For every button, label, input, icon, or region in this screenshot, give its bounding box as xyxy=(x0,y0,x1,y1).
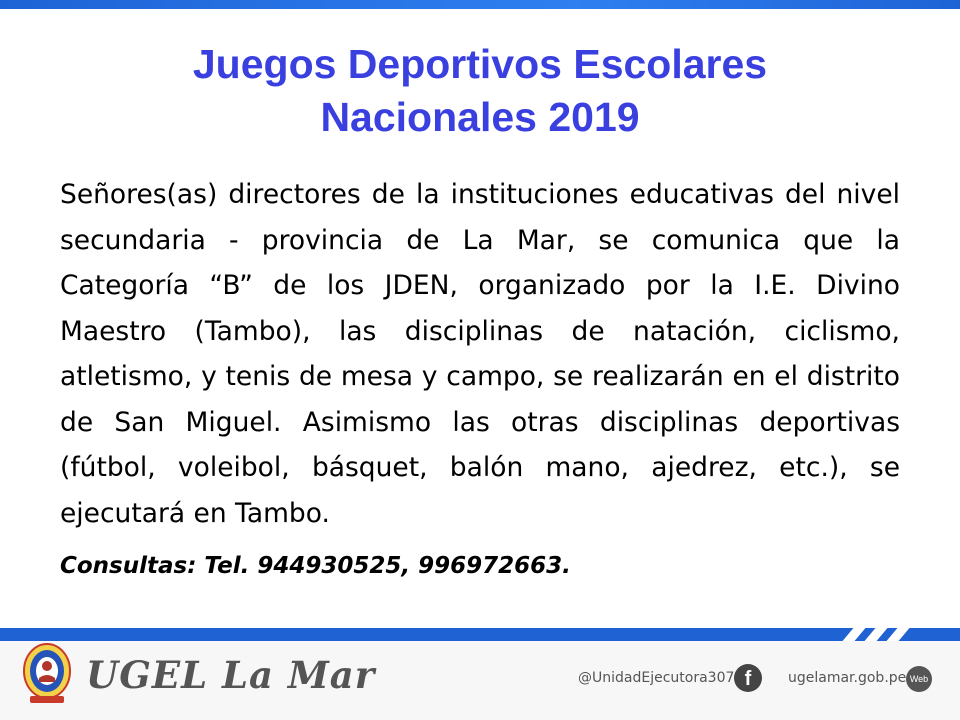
website-link[interactable]: ugelamar.gob.pe xyxy=(788,670,907,686)
contact-phones: Consultas: Tel. 944930525, 996972663. xyxy=(60,553,571,579)
title-line-2: Nacionales 2019 xyxy=(320,94,640,140)
social-handle[interactable]: @UnidadEjecutora307 xyxy=(578,670,735,686)
ugel-seal-icon xyxy=(22,642,72,706)
title-line-1: Juegos Deportivos Escolares xyxy=(192,41,768,87)
top-accent-bar xyxy=(0,0,960,9)
web-icon[interactable]: Web xyxy=(906,666,932,692)
facebook-icon[interactable]: f xyxy=(734,664,762,692)
announcement-body: Señores(as) directores de la instituciones educativas del nivel secundaria - provincia de La Mar, se comunica que la Categoría “B” de los JDEN, organizado por la I.E. Divino Maestro (Tambo), las disciplinas de natación, ciclismo, atletismo, y tenis de mesa y campo, se realizarán en el distrito de San Miguel. Asimismo las otras disciplinas deportivas (fútbol, voleibol, básquet, balón mano, ajedrez, etc.), se ejecutará en Tambo. xyxy=(60,179,900,529)
footer-accent-band xyxy=(0,628,960,641)
brand-wordmark: UGEL La Mar xyxy=(86,653,376,697)
slide-title xyxy=(60,38,900,144)
